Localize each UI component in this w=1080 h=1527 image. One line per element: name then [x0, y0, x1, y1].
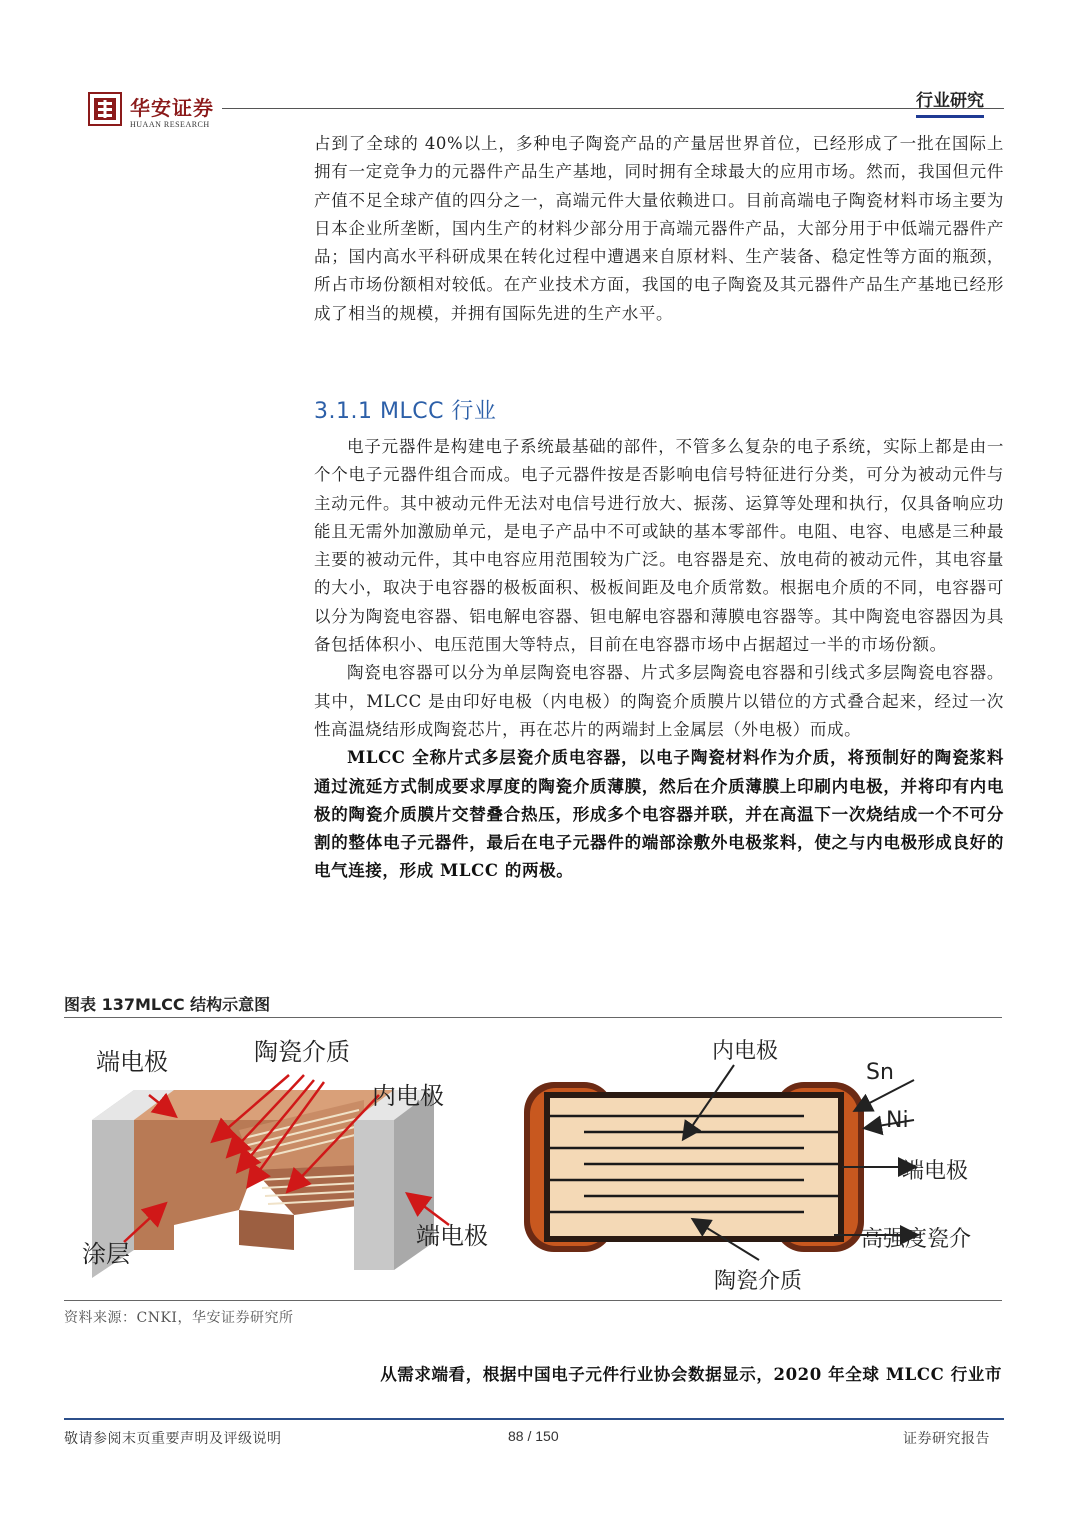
label-ceramic-dielectric-left: 陶瓷介质 — [254, 1038, 350, 1066]
label-sn: Sn — [866, 1060, 894, 1085]
intro-block — [314, 130, 1004, 328]
header-divider — [222, 108, 1004, 109]
label-high-strength-ceramic: 高强度瓷介 — [861, 1227, 972, 1252]
page-header — [0, 0, 1080, 135]
figure-top-rule — [64, 1017, 1002, 1018]
figure-bottom-rule — [64, 1300, 1002, 1301]
footer-divider — [64, 1418, 1004, 1420]
label-inner-electrode-left: 内电极 — [372, 1082, 444, 1110]
label-coating: 涂层 — [82, 1240, 130, 1268]
body-paragraph-1: 电子元器件是构建电子系统最基础的部件，不管多么复杂的电子系统，实际上都是由一个个电子元器件组合而成。电子元器件按是否影响电信号特征进行分类，可分为被动元件与主动元件。其中被动元件无法对电信号进行放大、振荡、运算等处理和执行，仅具备响应功能且无需外加激励单元，是电子产品中不可或缺的基本零部件。电阻、电容、电感是三种最主要的被动元件，其中电容应用范围较为广泛。电容器是充、放电荷的被动元件，其电容量的大小，取决于电容器的极板面积、极板间距及电介质常数。根据电介质的不同，电容器可以分为陶瓷电容器、铝电解电容器、钽电解电容器和薄膜电容器等。其中陶瓷电容器因为具备包括体积小、电压范围大等特点，目前在电容器市场中占据超过一半的市场份额。 — [314, 437, 1004, 655]
brand-name-en: HUAAN RESEARCH — [130, 120, 210, 129]
label-ni: Ni — [886, 1108, 909, 1133]
footer-report-type: 证券研究报告 — [903, 1431, 990, 1447]
label-end-electrode-top: 端电极 — [96, 1048, 168, 1076]
label-inner-electrode-right: 内电极 — [712, 1039, 779, 1064]
label-end-electrode-right: 端电极 — [902, 1159, 969, 1184]
huaan-logo-icon — [88, 92, 122, 126]
bold-paragraph: MLCC 全称片式多层瓷介质电容器，以电子陶瓷材料作为介质，将预制好的陶瓷浆料通过流延方式制成要求厚度的陶瓷介质薄膜，然后在介质薄膜上印刷内电极，并将印有内电极的陶瓷介质膜片交替叠合热压，形成多个电容器并联，并在高温下一次烧结成一个不可分割的整体电子元器件，最后在电子元器件的端部涂敷外电极浆料，使之与内电极形成良好的电气连接，形成 MLCC 的两极。 — [314, 748, 1004, 881]
figure-source: 资料来源：CNKI，华安证券研究所 — [64, 1310, 294, 1326]
intro-paragraph: 占到了全球的 40%以上，多种电子陶瓷产品的产量居世界首位，已经形成了一批在国际上拥有一定竞争力的元器件产品生产基地，同时拥有全球最大的应用市场。然而，我国但元件产值不足全球产值的四分之一，高端元件大量依赖进口。目前高端电子陶瓷材料市场主要为日本企业所垄断，国内生产的材料少部分用于高端元器件产品，大部分用于中低端元器件产品；国内高水平科研成果在转化过程中遭遇来自原材料、生产装备、稳定性等方面的瓶颈，所占市场份额相对较低。在产业技术方面，我国的电子陶瓷及其元器件产品生产基地已经形成了相当的规模，并拥有国际先进的生产水平。 — [314, 134, 1004, 323]
section-tag: 行业研究 — [916, 86, 984, 118]
label-end-electrode-bottom: 端电极 — [416, 1222, 488, 1250]
section-title: 3.1.1 MLCC 行业 — [314, 399, 497, 424]
label-ceramic-dielectric-right: 陶瓷介质 — [714, 1269, 803, 1294]
footer-disclaimer: 敬请参阅末页重要声明及评级说明 — [64, 1431, 282, 1447]
body-paragraph-2: 陶瓷电容器可以分为单层陶瓷电容器、片式多层陶瓷电容器和引线式多层陶瓷电容器。其中，MLCC 是由印好电极（内电极）的陶瓷介质膜片以错位的方式叠合起来，经过一次性高温烧结形成陶瓷芯片，再在芯片的两端封上金属层（外电极）而成。 — [314, 663, 1004, 739]
figure-caption: 图表 137MLCC 结构示意图 — [64, 995, 271, 1014]
page-number: 88 / 150 — [508, 1428, 559, 1444]
mlcc-figure — [64, 1020, 1002, 1298]
continuation-text: 从需求端看，根据中国电子元件行业协会数据显示，2020 年全球 MLCC 行业市 — [380, 1365, 1002, 1384]
body-block — [314, 433, 1004, 886]
brand-name-cn: 华安证券 — [130, 96, 214, 120]
